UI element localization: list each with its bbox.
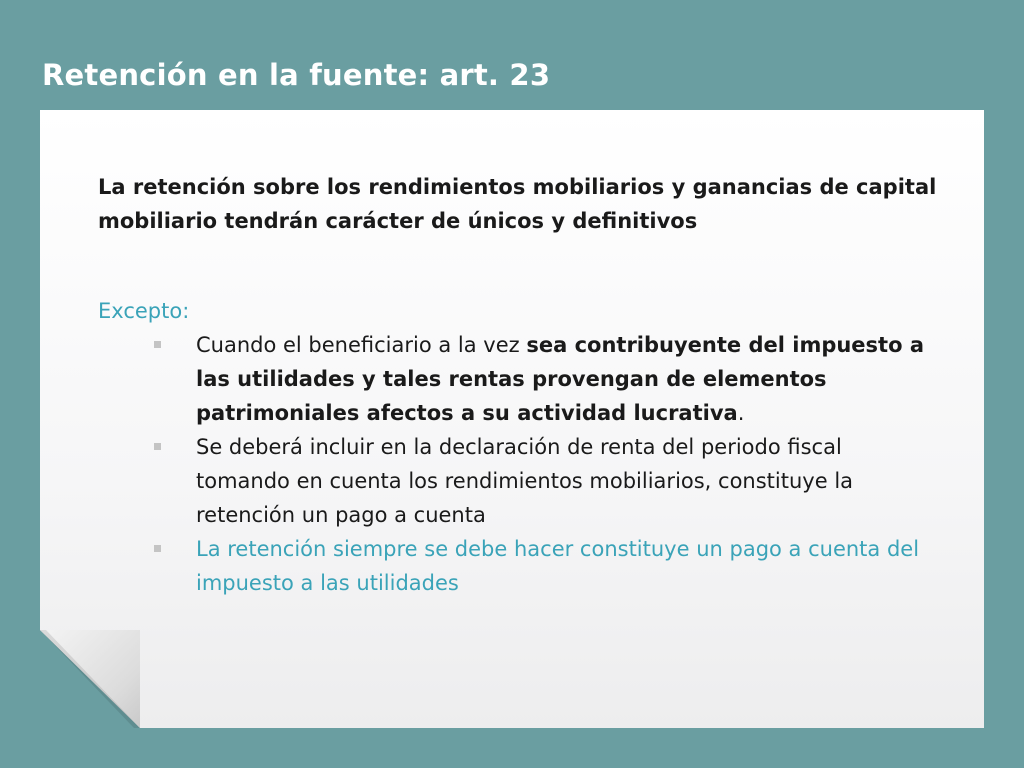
- square-bullet-icon: [154, 545, 161, 552]
- list-item-text: Se deberá incluir en la declaración de renta del periodo fiscal tomando en cuenta los rendimientos mobiliarios, constituye la retención un pago a cuenta: [196, 435, 854, 527]
- slide-title: Retención en la fuente: art. 23: [42, 58, 551, 92]
- except-label: Excepto:: [98, 299, 190, 323]
- intro-statement: La retención sobre los rendimientos mobiliarios y ganancias de capital mobiliario tendrán carácter de únicos y definitivos: [98, 175, 937, 233]
- list-item: [98, 430, 936, 532]
- square-bullet-icon: [154, 443, 161, 450]
- slide-content: [98, 170, 948, 600]
- list-item: [98, 532, 936, 600]
- list-item-text: La retención siempre se debe hacer constituye un pago a cuenta del impuesto a las utilidades: [196, 537, 920, 595]
- list-item: [98, 328, 936, 430]
- square-bullet-icon: [154, 341, 161, 348]
- list-item-text: Cuando el beneficiario a la vez: [196, 333, 527, 357]
- list-item-punctuation: .: [737, 401, 745, 425]
- list-item-emphasis: sea contribuyente del impuesto a las utilidades y tales rentas provengan de elementos patrimoniales afectos a su actividad lucrativa: [196, 333, 924, 425]
- exception-list: [98, 328, 948, 600]
